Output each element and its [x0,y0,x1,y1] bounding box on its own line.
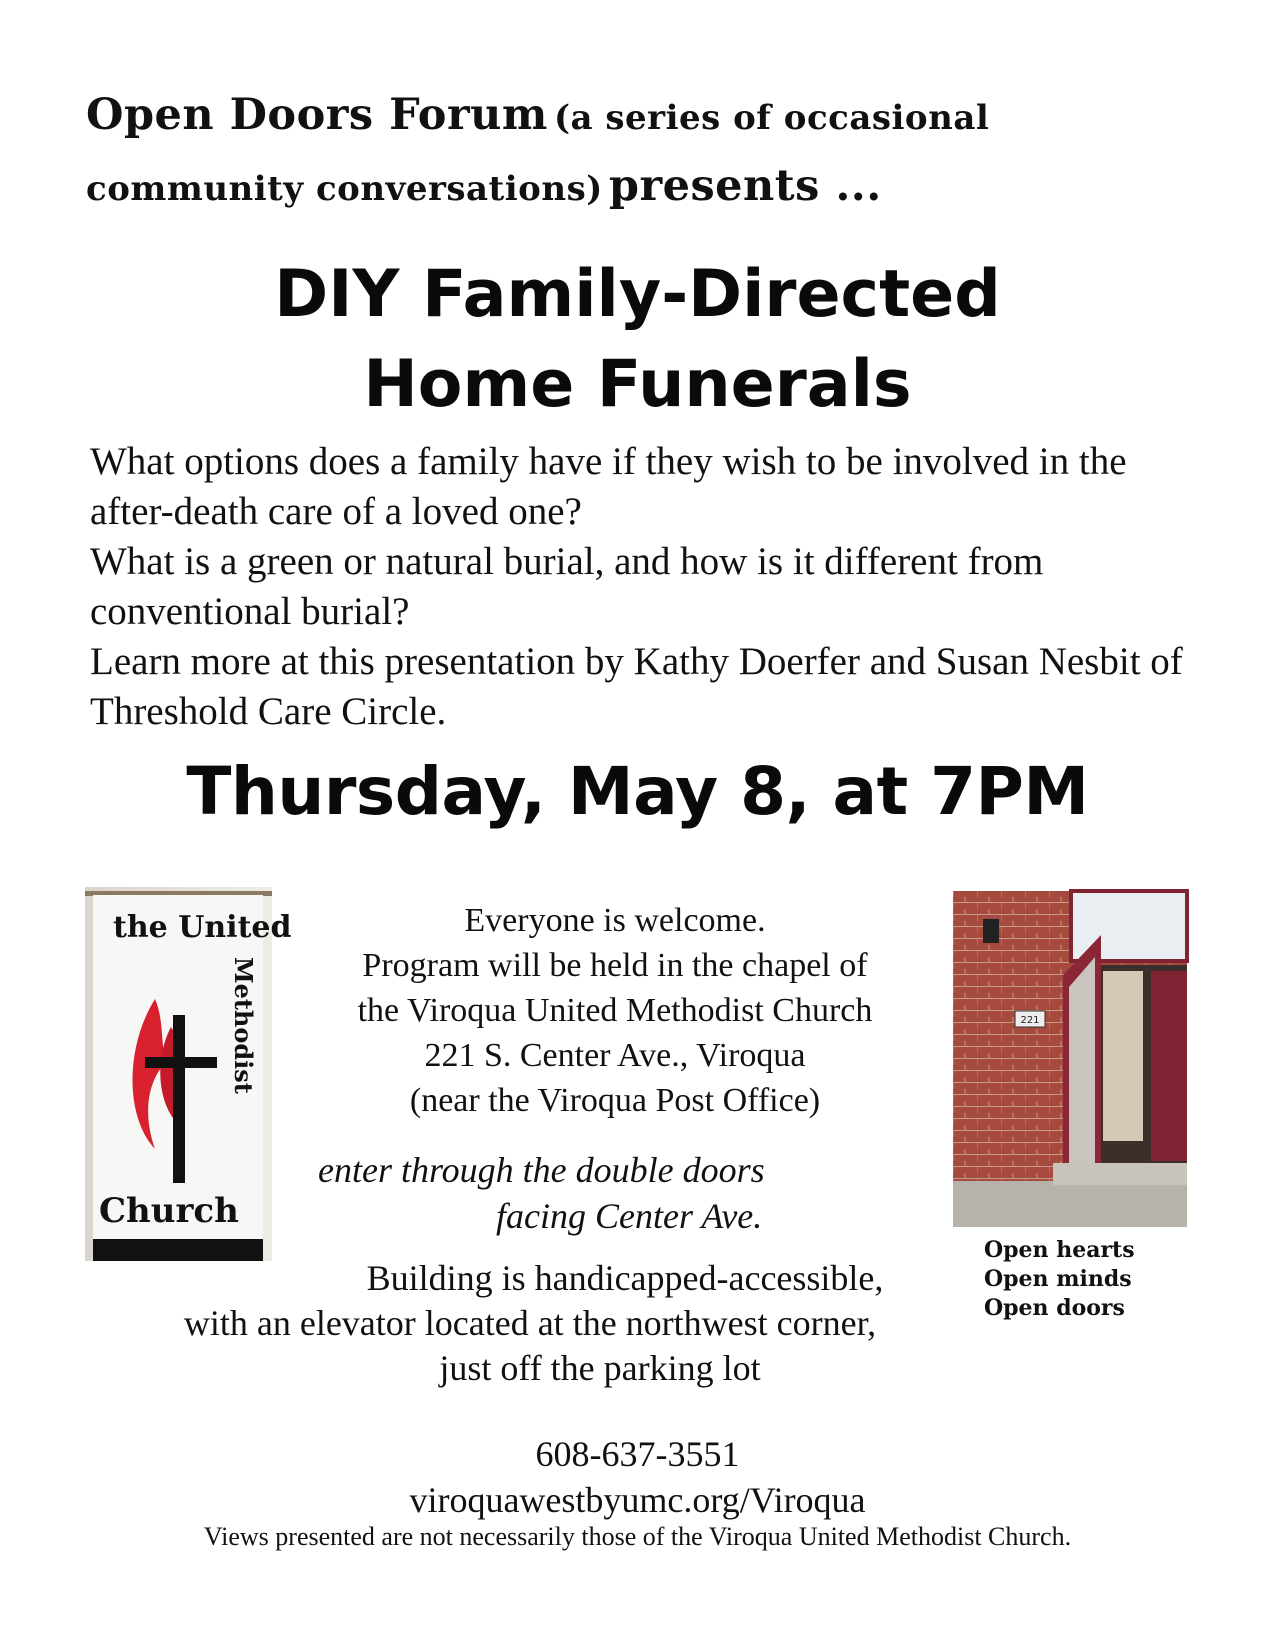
question-green-burial: What is a green or natural burial, and how is it different from conventional burial? [90,540,1044,633]
phone-number: 608-637-3551 [535,1434,740,1474]
umc-banner-icon [85,887,292,1261]
question-after-death-care: What options does a family have if they wish to be involved in the after-death care of a loved one? [90,440,1127,533]
banner-text-3: Church [99,1191,239,1231]
accessibility-info [100,1256,960,1391]
welcome-text: Everyone is welcome. [464,902,766,939]
tagline [984,1236,1204,1323]
event-title [0,250,1275,430]
address-plate-number: 221 [1020,1015,1040,1026]
tagline-open-doors: Open doors [984,1295,1125,1321]
presents-text: presents ... [608,161,882,211]
venue-line-2: the Viroqua United Methodist Church [357,992,873,1029]
website-link[interactable]: viroquawestbyumc.org/Viroqua [409,1480,866,1520]
accessibility-line-2: with an elevator located at the northwest corner, [183,1303,877,1343]
directions-line-2: facing Center Ave. [496,1196,763,1236]
disclaimer: Views presented are not necessarily those of the Viroqua United Methodist Church. [203,1522,1072,1551]
contact-info [0,1431,1275,1523]
church-door-photo [953,891,1187,1227]
title-line-2: Home Funerals [363,347,912,422]
intro-text [90,437,1210,737]
venue-address: 221 S. Center Ave., Viroqua [424,1037,806,1074]
open-door-icon [953,891,1187,1227]
venue-line-1: Program will be held in the chapel of [362,947,868,984]
venue-landmark: (near the Viroqua Post Office) [409,1082,821,1119]
location-details [280,898,950,1123]
event-date: Thursday, May 8, at 7PM [186,753,1089,830]
directions-line-1: enter through the double doors [318,1150,765,1190]
banner-text-2: Methodist [229,957,258,1094]
tagline-open-minds: Open minds [984,1266,1132,1292]
forum-header [86,84,1206,226]
forum-name: Open Doors Forum [86,90,548,140]
presenters-text: Learn more at this presentation by Kathy Doerfer and Susan Nesbit of Threshold Care Circle. [90,640,1183,733]
umc-banner-image [85,887,292,1261]
accessibility-line-3: just off the parking lot [439,1348,761,1388]
tagline-open-hearts: Open hearts [984,1237,1135,1263]
banner-text-1: the United [113,910,292,945]
title-line-1: DIY Family-Directed [274,257,1001,332]
forum-description: (a series of occasional community conversations) [86,98,990,209]
accessibility-line-1: Building is handicapped-accessible, [366,1258,884,1298]
entrance-directions [300,1147,920,1239]
